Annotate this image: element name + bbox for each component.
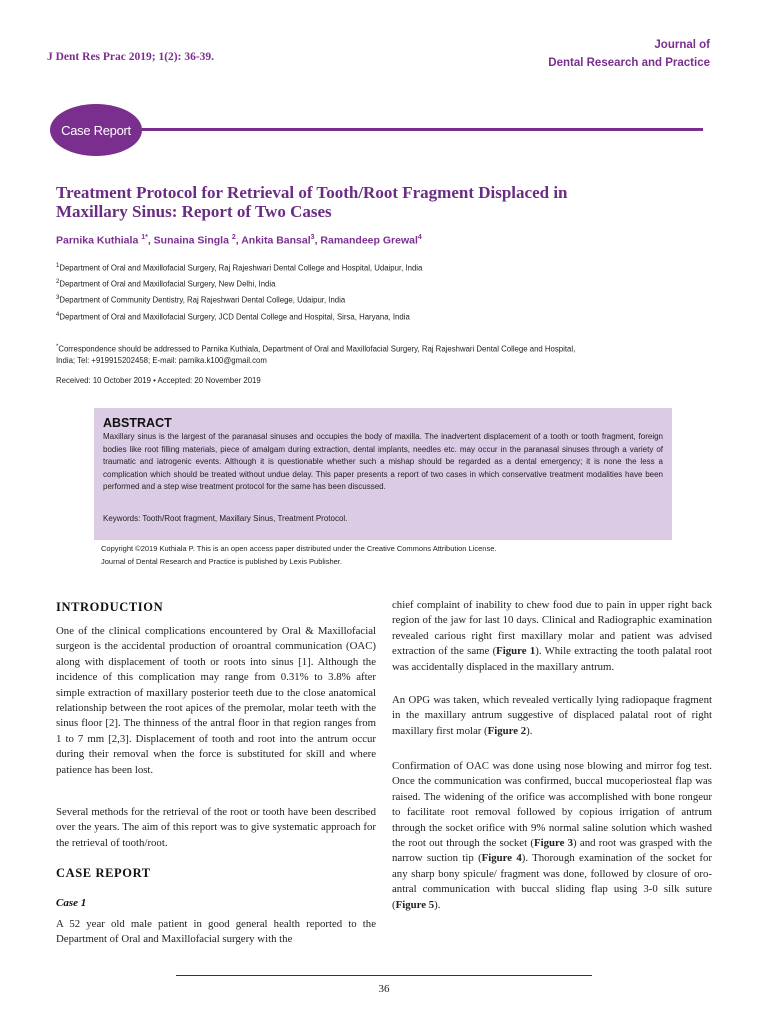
affiliation-number: 4 [56, 312, 60, 318]
author-name: Parnika Kuthiala [56, 234, 139, 247]
affiliation-number: 1 [56, 263, 60, 269]
figure-reference: Figure 4 [481, 852, 522, 865]
paragraph-text: ). [434, 898, 441, 911]
affiliation-number: 2 [56, 279, 60, 285]
correspondence: *Correspondence should be addressed to Parnika Kuthiala, Department of Oral and Maxillofacial Surgery, Raj Rajeshwari Dental College and Hospital, India; Tel: +919915202458; E-mail: parnika.k100@gmail.com [56, 342, 706, 366]
author-affil-mark: 4 [417, 234, 422, 241]
subsection-heading-case-1: Case 1 [56, 897, 87, 909]
paragraph-text: ). [526, 724, 533, 737]
section-badge [50, 104, 142, 156]
section-label: Case Report [61, 122, 131, 138]
correspondence-line-2: India; Tel: +919915202458; E-mail: parnika.k100@gmail.com [56, 355, 267, 365]
received-accepted-dates: Received: 10 October 2019 • Accepted: 20 November 2019 [56, 376, 261, 385]
paragraph-text: ). Thorough examination of the socket for any sharp bony spicule/ fragment was done, followed by closure of oro-antral communication with buccal sliding flap using 3-0 silk suture ( [392, 852, 712, 911]
affiliation [56, 279, 275, 289]
author-name: Ankita Bansal [241, 234, 311, 247]
affiliation [56, 295, 345, 305]
affiliation-text: Department of Oral and Maxillofacial Surgery, JCD Dental College and Hospital, Sirsa, Haryana, India [59, 312, 410, 322]
affiliation-text: Department of Oral and Maxillofacial Surgery, Raj Rajeshwari Dental College and Hospital, Udaipur, India [59, 263, 423, 273]
affiliation-text: Department of Oral and Maxillofacial Surgery, New Delhi, India [59, 279, 276, 289]
affiliation [56, 263, 422, 273]
figure-reference: Figure 3 [533, 837, 574, 850]
figure-reference: Figure 5 [395, 898, 435, 911]
author-name: Sunaina Singla [153, 234, 229, 247]
article-title [56, 183, 716, 221]
body-paragraph: A 52 year old male patient in good general health reported to the Department of Oral and Maxillofacial surgery with the [56, 918, 376, 946]
affiliation-text: Department of Community Dentistry, Raj Rajeshwari Dental College, Udaipur, India [59, 295, 346, 305]
author-affil-mark: 2 [231, 234, 236, 241]
title-line-1: Treatment Protocol for Retrieval of Tooth/Root Fragment Displaced in [56, 183, 568, 202]
figure-reference: Figure 2 [487, 724, 527, 737]
body-paragraph [392, 598, 712, 675]
body-paragraph [392, 693, 712, 739]
abstract-heading: ABSTRACT [103, 416, 172, 430]
paragraph-text: An OPG was taken, which revealed vertically lying radiopaque fragment in the maxillary antrum suggestive of displaced palatal root of right maxillary first molar ( [392, 694, 712, 737]
figure-reference: Figure 1 [496, 645, 536, 658]
paragraph-text: ) and root was grasped with the narrow suction tip ( [392, 837, 712, 865]
paragraph-text: Confirmation of OAC was done using nose blowing and mirror fog test. Once the communication was confirmed, buccal mucoperiosteal flap was raised. The widening of the orifice was accomplished with bone rongeur to facilitate root removal followed by copious irrigation of antrum through the socket orifice with 9% normal saline solution which washed the root out through the socket ( [392, 760, 712, 850]
publisher-line: Journal of Dental Research and Practice is published by Lexis Publisher. [101, 557, 342, 566]
journal-name-line2: Dental Research and Practice [548, 57, 710, 69]
header-divider [140, 128, 703, 131]
author-name: Ramandeep Grewal [320, 234, 418, 247]
page-number: 36 [378, 983, 390, 995]
author-list: Parnika Kuthiala $^{1*}$, Sunaina Singla $^2$, Ankita Bansal$^3$, Ramandeep Grewal$^4$ [56, 234, 422, 247]
footer-rule [176, 975, 592, 976]
author-affil-mark: 3 [310, 234, 315, 241]
body-paragraph: Several methods for the retrieval of the root or tooth have been described over the years. The aim of this report was to give systematic approach for the retrieval of tooth/root. [56, 806, 376, 849]
journal-name [548, 36, 710, 72]
section-heading-introduction: INTRODUCTION [56, 600, 164, 614]
body-paragraph: One of the clinical complications encountered by Oral & Maxillofacial surgeon is the accidental production of oroantral communication (OAC) along with displacement of tooth or roots into sinus [1]. Although the incidence of this complication may range from 0.31% to 3.8% after simple extraction of maxillary posterior teeth due to the close anatomical relationship between the root apices of the premolar, molar teeth with the sinus floor [2]. The thinness of the antral floor in that region ranges from 1 to 7 mm [2,3]. Displacement of tooth and root into the antrum occur during their removal when the force is substituted for skill and where patience has been lost. [56, 625, 376, 776]
affiliation-number: 3 [56, 295, 60, 301]
copyright-line: Copyright ©2019 Kuthiala P. This is an open access paper distributed under the Creative Commons Attribution License. [101, 544, 497, 553]
journal-citation: J Dent Res Prac 2019; 1(2): 36-39. [47, 51, 215, 63]
section-heading-case-report: CASE REPORT [56, 866, 151, 880]
correspondence-line-1: Correspondence should be addressed to Parnika Kuthiala, Department of Oral and Maxillofacial Surgery, Raj Rajeshwari Dental College and Hospital, [58, 344, 576, 354]
affiliation [56, 312, 410, 322]
journal-name-line1: Journal of [654, 39, 710, 51]
paragraph-text: ). While extracting the tooth palatal root was accidentally displaced in the maxillary antrum. [392, 645, 712, 673]
paragraph-text: chief complaint of inability to chew food due to pain in upper right back region of the jaw for last 10 days. Clinical and Radiographic examination revealed carious right first maxillary molar and patient was advised extraction of the same ( [392, 599, 712, 658]
author-affil-mark: 1* [141, 234, 148, 241]
abstract-keywords: Keywords: Tooth/Root fragment, Maxillary Sinus, Treatment Protocol. [103, 514, 348, 523]
title-line-2: Maxillary Sinus: Report of Two Cases [56, 202, 332, 221]
abstract-text: Maxillary sinus is the largest of the paranasal sinuses and occupies the body of maxilla. The inadvertent displacement of a tooth or tooth fragment, foreign bodies like root filling materials, piece of amalgam during extraction, dental implants, needles etc. may occur in the paranasal sinuses through a variety of traumatic and iatrogenic events. Although it is questionable whether such a mishap should be regarded as a dental emergency; it is none the less a complication which should be treated without undue delay. This paper presents a report of two cases in which conservative treatment modalities have been performed and a step wise treatment protocol for the same has been discussed. [103, 432, 663, 491]
body-paragraph [392, 759, 712, 913]
